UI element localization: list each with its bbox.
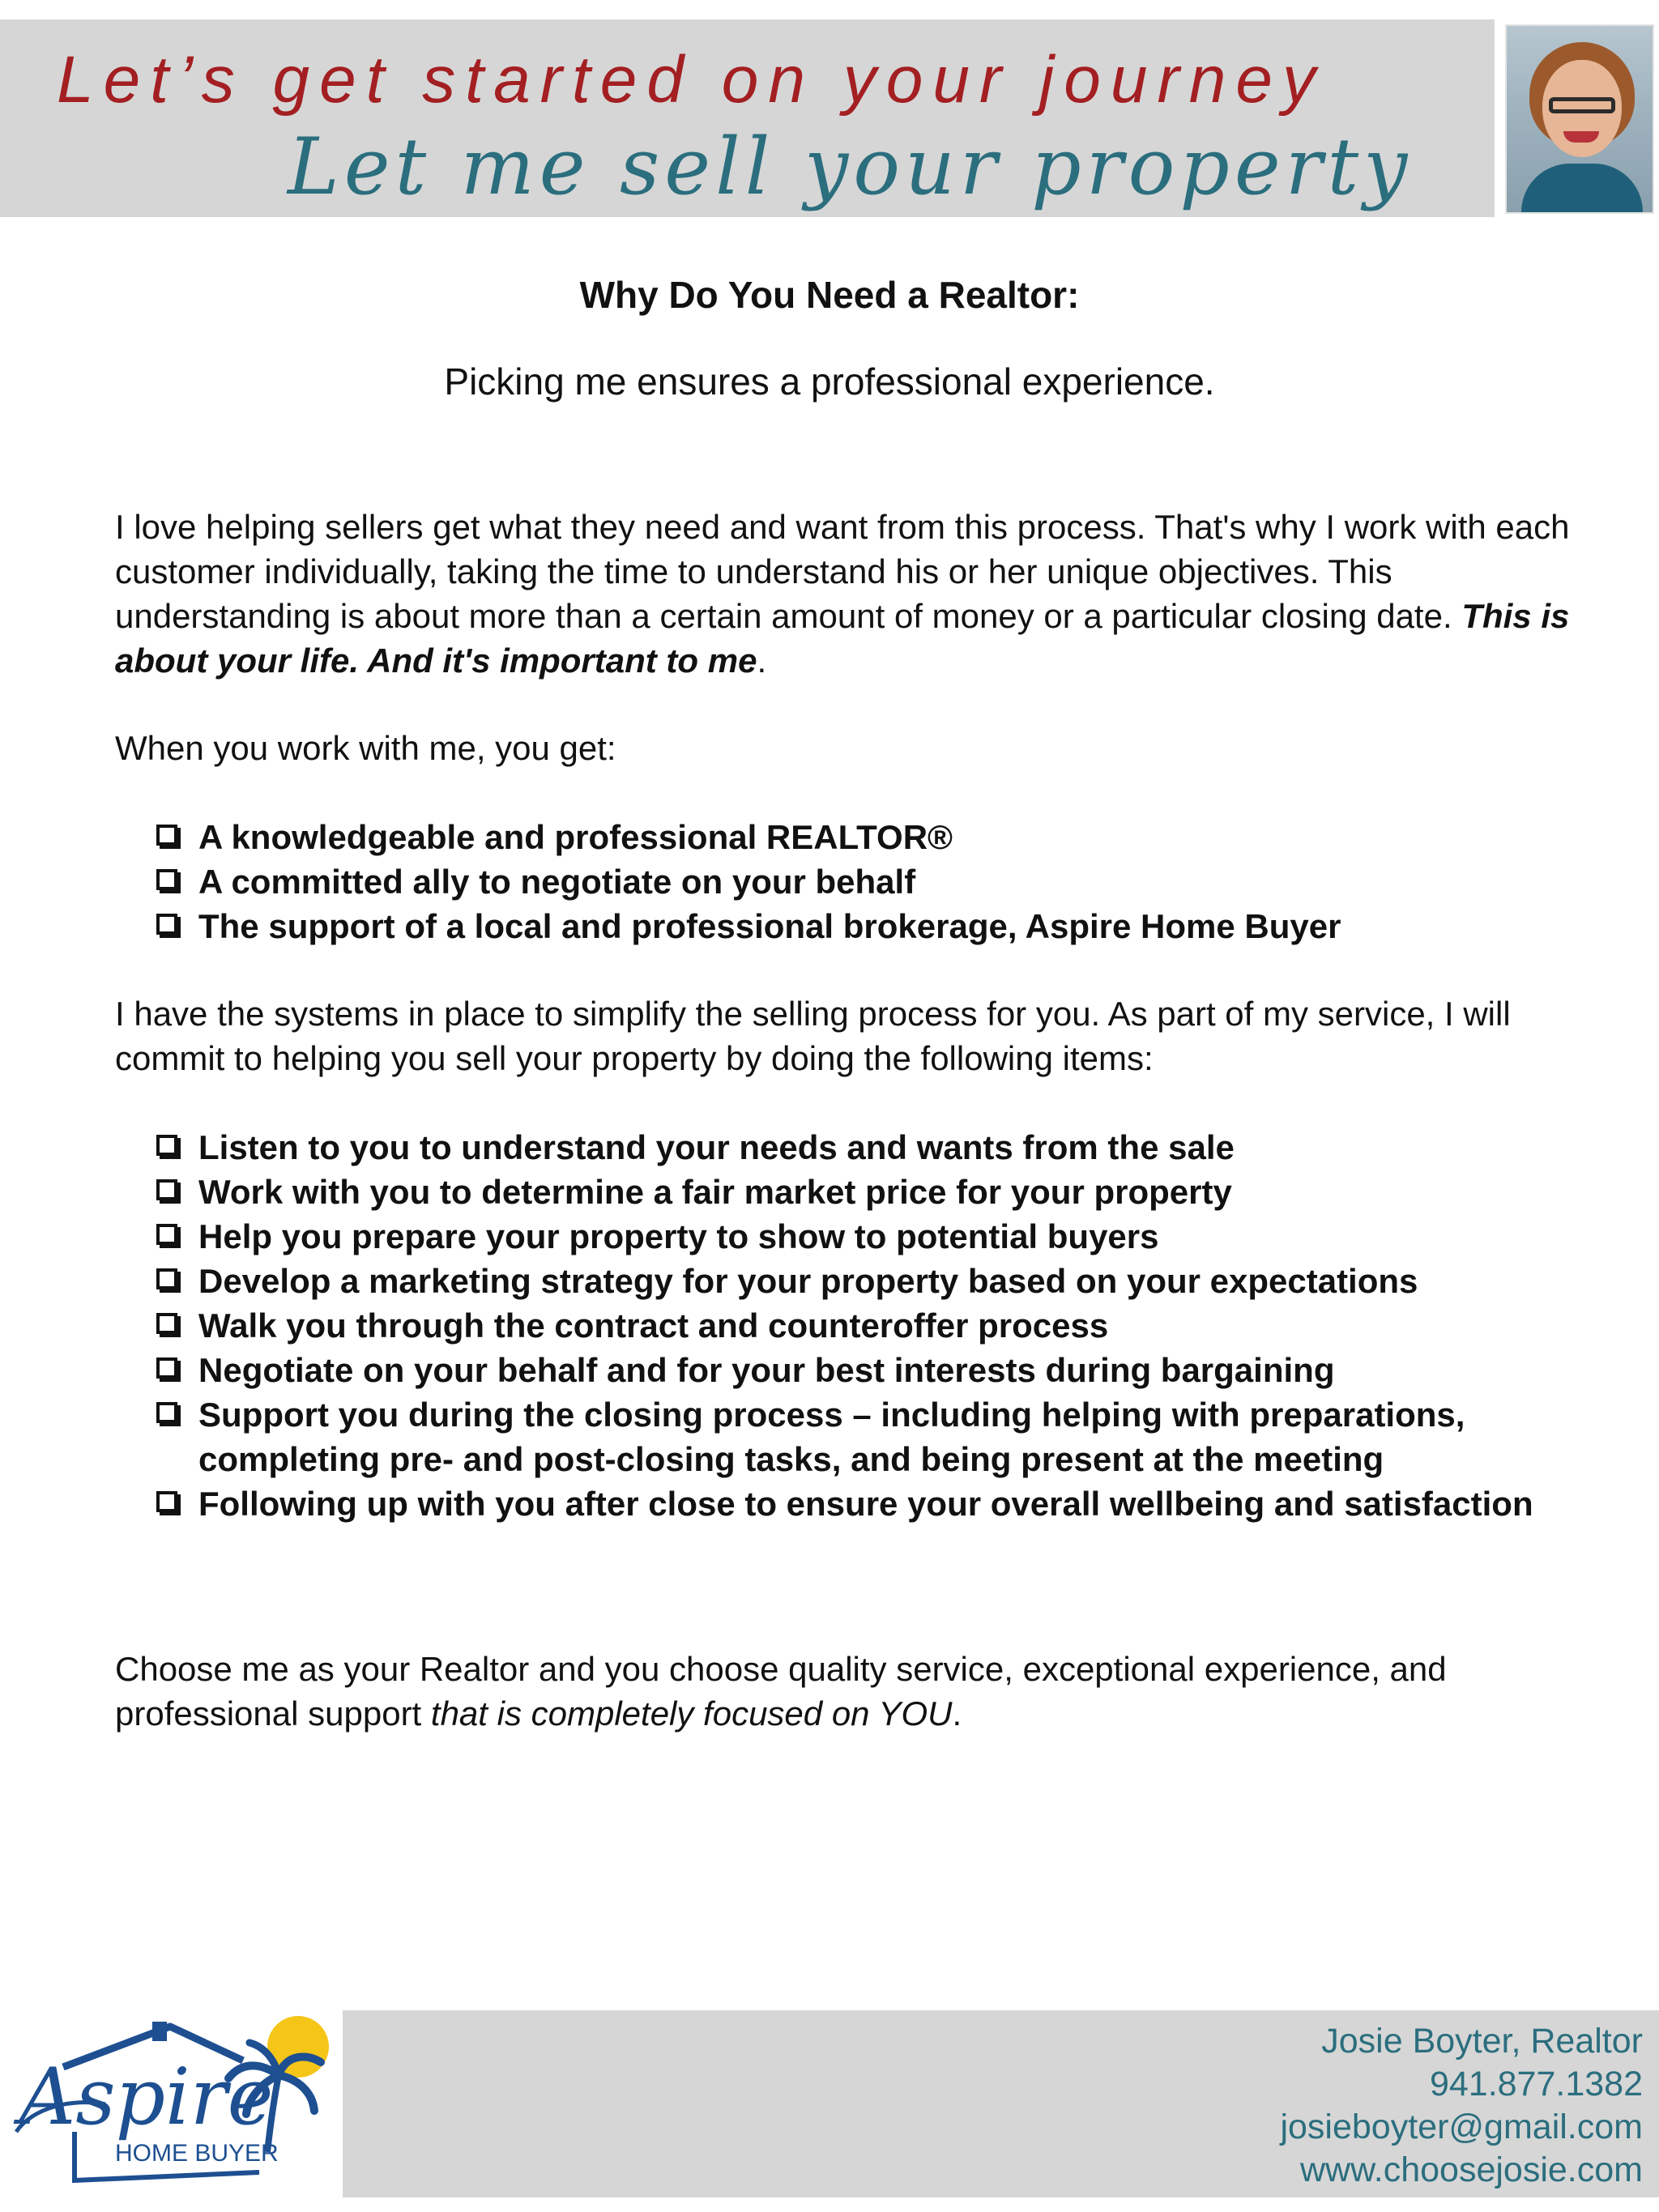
page-subtitle: Picking me ensures a professional experience.	[444, 360, 1215, 403]
closing-emphasis: that is completely focused on YOU	[430, 1694, 953, 1733]
intro-emphasis: This is about your life. And it's important to me	[115, 597, 1570, 680]
list-item: Support you during the closing process – including helping with preparations, completing pre- and post-closing tasks, and being present at the meeting	[156, 1392, 1582, 1481]
checkbox-icon	[156, 1135, 177, 1156]
header-tagline: Let’s get started on your journey	[57, 43, 1325, 117]
list-item: Listen to you to understand your needs and wants from the sale	[156, 1125, 1582, 1170]
checkbox-icon	[156, 825, 177, 846]
list-item: Develop a marketing strategy for your property based on your expectations	[156, 1259, 1582, 1303]
contact-name: Josie Boyter, Realtor	[1321, 2022, 1643, 2061]
contact-block	[833, 2020, 1643, 2192]
closing-paragraph: Choose me as your Realtor and you choose quality service, exceptional experience, and professional support that is completely focused on YOU.	[115, 1650, 1447, 1733]
benefits-list	[156, 815, 1582, 948]
contact-email[interactable]: josieboyter@gmail.com	[1280, 2108, 1643, 2146]
checkbox-icon	[156, 1224, 177, 1245]
checkbox-icon	[156, 1268, 177, 1289]
systems-paragraph: I have the systems in place to simplify the selling process for you. As part of my service, I will commit to helping you sell your property by doing the following items:	[115, 995, 1511, 1077]
checkbox-icon	[156, 914, 177, 935]
agent-headshot	[1505, 24, 1654, 214]
intro-paragraph: I love helping sellers get what they need and want from this process. That's why I work with each customer individually, taking the time to understand his or her unique objectives. This understanding is about more than a certain amount of money or a particular closing date. This is about your life. And it's important to me.	[115, 508, 1570, 680]
checkbox-icon	[156, 1402, 177, 1423]
checkbox-icon	[156, 1179, 177, 1200]
page-title: Why Do You Need a Realtor:	[579, 274, 1080, 316]
list-item: Walk you through the contract and counteroffer process	[156, 1303, 1582, 1348]
checkbox-icon	[156, 1313, 177, 1334]
checkbox-icon	[156, 1357, 177, 1379]
list-item: The support of a local and professional brokerage, Aspire Home Buyer	[156, 904, 1582, 948]
list-item: A knowledgeable and professional REALTOR®	[156, 815, 1582, 859]
header-headline: Let me sell your property	[288, 121, 1413, 212]
logo-script: Aspire	[19, 2052, 274, 2142]
list-item: A committed ally to negotiate on your behalf	[156, 859, 1582, 904]
checkbox-icon	[156, 869, 177, 890]
list-item: Work with you to determine a fair market price for your property	[156, 1170, 1582, 1214]
benefits-lead: When you work with me, you get:	[115, 729, 616, 767]
list-item: Help you prepare your property to show to potential buyers	[156, 1214, 1582, 1259]
list-item: Following up with you after close to ensure your overall wellbeing and satisfaction	[156, 1481, 1582, 1526]
checkbox-icon	[156, 1491, 177, 1512]
services-list	[156, 1125, 1582, 1526]
list-item: Negotiate on your behalf and for your best interests during bargaining	[156, 1348, 1582, 1392]
contact-website[interactable]: www.choosejosie.com	[1299, 2150, 1643, 2189]
logo-subtitle: HOME BUYER	[115, 2140, 279, 2167]
aspire-home-buyer-logo	[0, 2010, 340, 2197]
contact-phone[interactable]: 941.877.1382	[1429, 2065, 1643, 2103]
